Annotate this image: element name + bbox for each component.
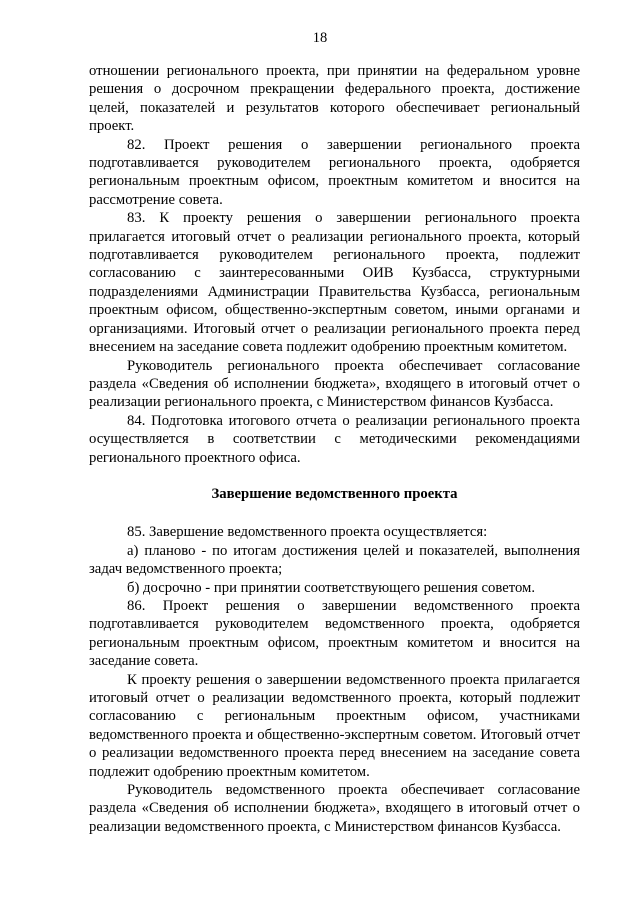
- paragraph-budget-departmental: Руководитель ведомственного проекта обеспечивает согласование раздела «Сведения об исполнении бюджета», входящего в итоговый отчет о реализации ведомственного проекта, с Министерством финансов Кузбасса.: [89, 782, 580, 835]
- paragraph-83: 83. К проекту решения о завершении регионального проекта прилагается итоговый отчет о реализации регионального проекта, который подготавливается руководителем регионального проекта, подлежит согласованию с заинтересованными ОИВ Кузбасса, структурными подразделениями Администрации Правительства Кузбасса, региональным проектным офисом, общественно-экспертным советом, иными органами и организациями. Итоговый отчет о реализации регионального проекта перед внесением на заседание совета подлежит одобрению проектным комитетом.: [89, 210, 580, 356]
- list-item-a: а) планово - по итогам достижения целей и показателей, выполнения задач ведомственного проекта;: [89, 542, 580, 578]
- paragraph-continuation: отношении регионального проекта, при принятии на федеральном уровне решения о досрочном прекращении федерального проекта, достижение целей, показателей и результатов которого обеспечивает региональный проект.: [89, 63, 580, 135]
- paragraph-budget-regional: Руководитель регионального проекта обеспечивает согласование раздела «Сведения об исполнении бюджета», входящего в итоговый отчет о реализации регионального проекта, с Министерством финансов Кузбасса.: [89, 357, 580, 411]
- paragraph-86: 86. Проект решения о завершении ведомственного проекта подготавливается руководителем ведомственного проекта, одобряется региональным проектным офисом, проектным комитетом и вносится на заседание совета.: [89, 597, 580, 670]
- page-number: 18: [312, 30, 328, 46]
- paragraph-85: 85. Завершение ведомственного проекта осуществляется:: [127, 524, 488, 541]
- document-body: [89, 62, 580, 836]
- list-item-b: б) досрочно - при принятии соответствующего решения советом.: [127, 579, 536, 596]
- paragraph-82: 82. Проект решения о завершении регионального проекта подготавливается руководителем регионального проекта, одобряется региональным проектным офисом, проектным комитетом и вносится на рассмотрение совета.: [89, 136, 580, 208]
- section-heading: Завершение ведомственного проекта: [211, 485, 458, 502]
- paragraph-84: 84. Подготовка итогового отчета о реализации регионального проекта осуществляется в соответствии с методическими рекомендациями регионального проектного офиса.: [89, 412, 580, 466]
- paragraph-final-report: К проекту решения о завершении ведомственного проекта прилагается итоговый отчет о реализации ведомственного проекта, который подлежит согласованию с региональным проектным офисом, участниками ведомственного проекта и общественно-экспертным советом. Итоговый отчет о реализации ведомственного проекта перед внесением на заседание совета подлежит одобрению проектным комитетом.: [89, 671, 580, 780]
